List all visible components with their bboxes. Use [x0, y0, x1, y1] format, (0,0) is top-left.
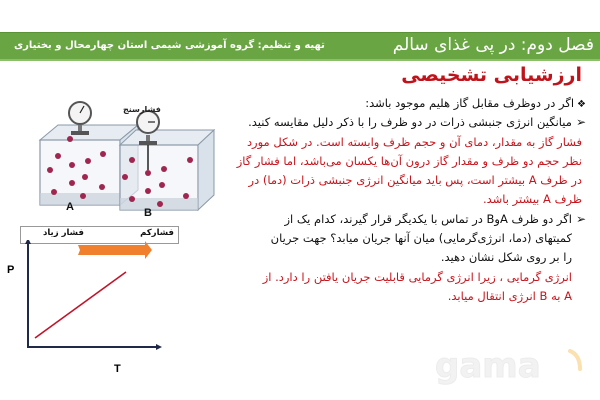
- high-pressure-label: فشار زیاد: [43, 228, 84, 238]
- arrow-bullet-icon: ➢: [575, 212, 586, 226]
- question-1: [248, 113, 586, 132]
- pt-line: [35, 272, 126, 338]
- answer-1-line: در ظرف A بیشتر است، پس باید میانگین انرژی جنبشی ذرات (دما) در: [248, 173, 582, 187]
- heat-flow-arrow-icon: [78, 241, 152, 259]
- question-1-text: میانگین انرژی جنبشی ذرات در دو ظرف را با ذکر دلیل مقایسه کنید.: [248, 115, 572, 129]
- answer-1: [237, 133, 582, 209]
- answer-2-line: A به B انرژی انتقال میابد.: [447, 289, 572, 303]
- pt-graph: [0, 240, 230, 400]
- credit-text: تهیه و تنظیم: گروه آموزشی شیمی استان چهارمحال و بختیاری: [14, 40, 325, 51]
- question-2: [271, 210, 586, 267]
- diamond-bullet-icon: ❖: [577, 99, 586, 110]
- y-axis-label: P: [7, 264, 15, 276]
- arrow-bullet-icon: ➢: [575, 115, 586, 129]
- answer-2: [263, 268, 572, 306]
- header-band: [0, 32, 600, 61]
- low-pressure-label: فشارکم: [140, 228, 174, 238]
- chapter-title: فصل دوم: در پی غذای سالم: [392, 35, 594, 55]
- answer-1-line: ظرف A بیشتر باشد.: [482, 192, 582, 206]
- answer-1-line: نظر حجم دو ظرف و مقدار گاز درون آن‌ها یکسان می‌باشد، اما فشار گاز: [236, 154, 582, 168]
- answer-1-line: فشار گاز به مقدار، دمای آن و حجم ظرف وابسته است. در شکل مورد: [246, 135, 582, 149]
- intro-line: [365, 94, 586, 114]
- question-2-line: را بر روی شکل نشان دهید.: [440, 250, 572, 264]
- x-axis-label: T: [114, 363, 121, 375]
- question-2-line: اگر دو ظرف AوB در تماس با یکدیگر قرار گیرند، کدام یک از: [284, 212, 572, 226]
- gauge-label: فشارسنج: [123, 105, 161, 114]
- svg-text:gama: gama: [435, 346, 541, 385]
- gas-containers-figure: [28, 95, 228, 220]
- gama-watermark-logo: [430, 345, 590, 389]
- section-title: ارزشیابی تشخیصی: [401, 64, 582, 86]
- question-2-line: کمیتهای (دما، انرژی‌گرمایی) میان آنها جریان میابد؟ جهت جریان: [270, 231, 572, 245]
- intro-text: اگر در دوظرف مقابل گاز هلیم موجود باشد:: [365, 96, 575, 110]
- container-a-label: A: [66, 201, 74, 213]
- answer-2-line: انرژی گرمایی ، زیرا انرژی گرمایی قابلیت جریان یافتن را دارد. از: [262, 270, 572, 284]
- container-b-label: B: [144, 207, 152, 219]
